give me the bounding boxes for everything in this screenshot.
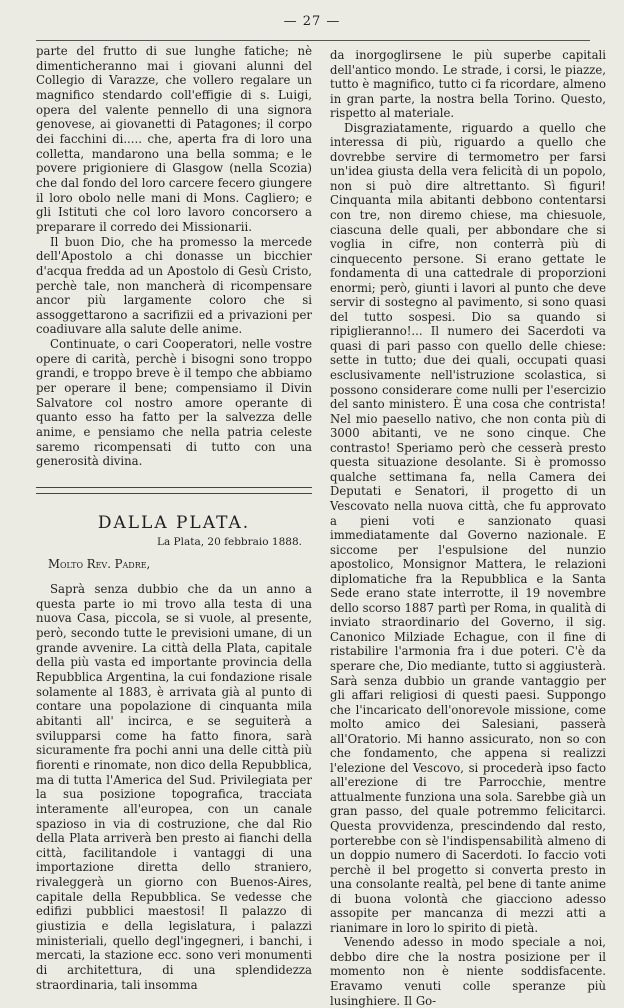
left-paragraph-4: Saprà senza dubbio che da un anno a questa parte io mi trovo alla testa di una nuova Casa, piccola, se si vuole, al presente, però, secondo tutte le previsioni umane, di un grande avvenire. La città della Plata, capitale della più vasta ed importante provincia della Repubblica Argentina, la cui fondazione risale solamente al 1883, è arrivata già al punto di contare una popolazione di cinquanta mila abitanti all' incirca, e se seguiterà a svilupparsi come ha fatto finora, sarà sicuramente fra pochi anni una delle città più fiorenti e rinomate, non dico della Repubblica, ma di tutta l'America del Sud. Privilegiata per la sua posizione topografica, tracciata interamente all'europea, con un canale spazioso in via di costruzione, che dal Rio della Plata arriverà ben presto ai fianchi della città, facilitandole i vantaggi di una importazione diretta dello straniero, rivaleggerà un giorno con Buenos-Aires, capitale della Repubblica. Se vedesse che edifizi pubblici maestosi! Il palazzo di giustizia e della legislatura, i palazzi ministeriali, quello degl'ingegneri, i banchi, i mercati, la stazione ecc. sono veri monumenti di architettura, di una splendidezza straordinaria, tali insomma (36, 582, 312, 992)
header-rule (36, 40, 590, 41)
section-title: DALLA PLATA. (97, 513, 251, 534)
dateline: La Plata, 20 febbraio 1888. (156, 535, 302, 548)
left-column (36, 44, 312, 992)
left-paragraph-3: Continuate, o cari Cooperatori, nelle vostre opere di carità, perchè i bisogni sono troppo grandi, e troppo breve è il tempo che abbiamo per operare il bene; compensiamo il Divin Salvatore col nostro amore operante di quanto esso ha fatto per la salvezza delle anime, e pensiamo che nella patria celeste saremo ricompensati di tutto con una generosità divina. (36, 337, 312, 469)
right-column (330, 48, 606, 1008)
left-paragraph-2: Il buon Dio, che ha promesso la mercede dell'Apostolo a chi donasse un bicchier d'acqua fredda ad un Apostolo di Gesù Cristo, perchè tale, non mancherà di ricompensare ancor più largamente coloro che si assoggettarono a sacrifizii ed a privazioni per coadiuvare alla salute delle anime. (36, 234, 312, 337)
right-paragraph-2: Disgraziatamente, riguardo a quello che interessa di più, riguardo a quello che dovrebbe servire di termometro per farsi un'idea giusta della vera felicità di un popolo, non si può dire altrettanto. Sì figuri! Cinquanta mila abitanti debbono contentarsi con tre, non diremo chiese, ma chiesuole, ciascuna delle quali, per abbondare che si voglia in cifre, non conterrà più di cinquecento persone. Si erano gettate le fondamenta di una cattedrale di proporzioni enormi; però, giunti i lavori al punto che deve servir di sostegno al pavimento, si sono quasi del tutto sospesi. Dio sa quando si ripiglieranno!... Il numero dei Sacerdoti va quasi di pari passo con quello delle chiese: sette in tutto; due dei quali, occupati quasi esclusivamente nell'istruzione scolastica, si possono considerare come nulli per l'esercizio del santo ministero. È una cosa che contrista! Nel mio paesello nativo, che non conta più di 3000 abitanti, ve ne sono cinque. Che contrasto! Speriamo però che cesserà presto questa situazione desolante. Si è promosso qualche settimana fa, nella Camera dei Deputati e Senatori, il progetto di un Vescovato nella nuova città, che fu approvato a pieni voti e sanzionato quasi immediatamente dal Governo nazionale. E siccome per l'espulsione del nunzio apostolico, Monsignor Mattera, le relazioni diplomatiche fra la Repubblica e la Santa Sede erano state interrotte, il 19 novembre dello scorso 1887 partì per Roma, in qualità di inviato straordinario del Governo, il sig. Canonico Milziade Echague, con il fine di ristabilire l'armonia fra i due poteri. C'è da sperare che, Dio mediante, tutto si aggiusterà. Sarà senza dubbio un grande vantaggio per gli affari religiosi di questi paesi. Suppongo che l'incaricato dell'onorevole missione, come molto amico dei Salesiani, passerà all'Oratorio. Mi hanno assicurato, non so con che fondamento, che appena si realizzi l'elezione del Vescovo, si procederà ipso facto all'erezione di tre Parrocchie, mentre attualmente funziona una sola. Sarebbe già un gran passo, del quale potremmo felicitarci. Questa provvidenza, prescindendo dal resto, porterebbe con sè l'indispensabilità almeno di un doppio numero di Sacerdoti. Io faccio voti perchè il bel progetto si converta presto in una consolante realtà, pel bene di tante anime di buona volontà che giacciono adesso assopite per mancanza di mezzi atti a rianimare in loro lo spirito di pietà. (330, 120, 606, 935)
salutation: Molto Rev. Padre, (48, 557, 151, 572)
page-number: — 27 — (283, 14, 341, 29)
right-paragraph-3: Venendo adesso in modo speciale a noi, debbo dire che la nostra posizione per il momento non è niente soddisfacente. Eravamo venuti colle speranze più lusinghiere. Il Go- (330, 935, 606, 1008)
right-paragraph-1: da inorgoglirsene le più superbe capitali dell'antico mondo. Le strade, i corsi, le piazze, tutto è magnifico, tutto ci fa ricordare, almeno in gran parte, la nostra bella Torino. Questo, rispetto al materiale. (330, 48, 606, 121)
section-divider (36, 487, 312, 494)
left-paragraph-1: parte del frutto di sue lunghe fatiche; nè dimenticheranno mai i giovani alunni del Collegio di Varazze, che vollero regalare un magnifico stendardo coll'effigie di s. Luigi, opera del valente pennello di una signora genovese, ai giovanetti di Patagones; il corpo dei facchini di..... che, aperta fra di loro una colletta, mandarono una bella somma; e le povere prigioniere di Glasgow (nella Scozia) che dal fondo del loro carcere fecero giungere il loro obolo nelle mani di Mons. Cagliero; e gli Istituti che col loro lavoro concorsero a preparare il corredo dei Missionarii. (36, 44, 312, 234)
